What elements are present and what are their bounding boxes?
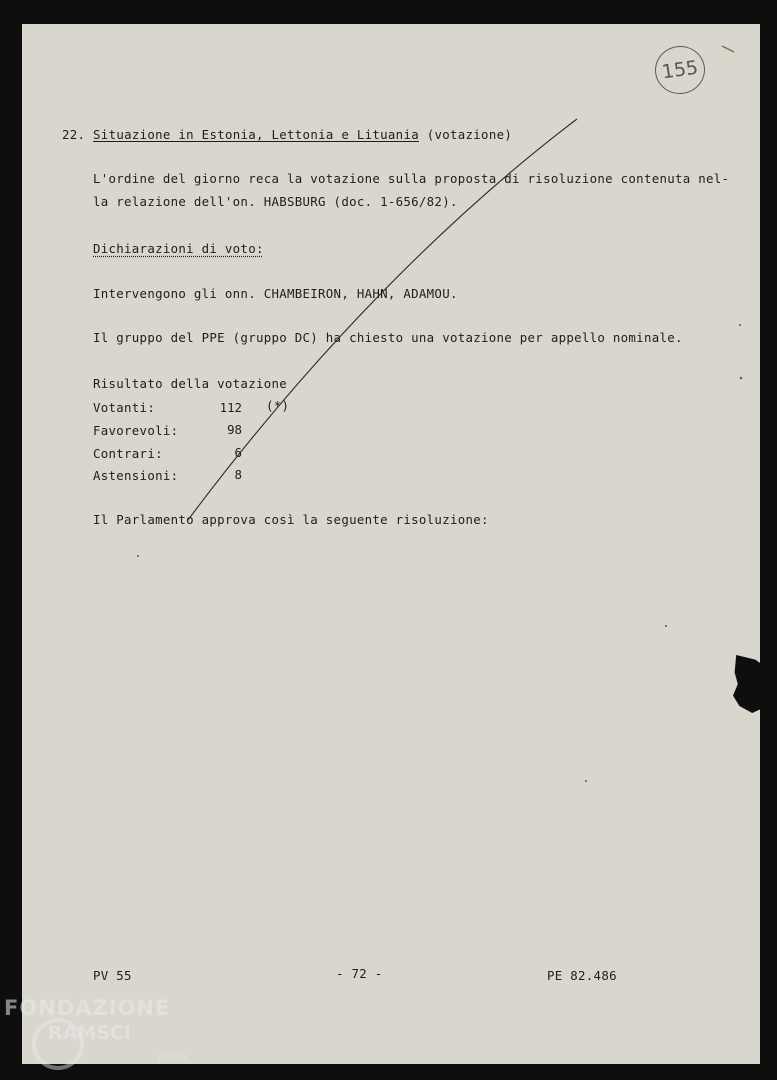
speakers-line: Intervengono gli onn. CHAMBEIRON, HAHN, ADAMOU. <box>93 286 458 301</box>
footer-center: - 72 - <box>336 966 383 981</box>
watermark-line-1: FONDAZIONE <box>4 996 171 1020</box>
result-note-voters: (*) <box>266 398 290 413</box>
results-heading: Risultato della votazione <box>93 376 287 391</box>
watermark-line-3: onlus <box>158 1050 188 1063</box>
approval-line: Il Parlamento approva così la seguente risoluzione: <box>93 512 489 527</box>
section-title: Situazione in Estonia, Lettonia e Lituania <box>93 127 419 142</box>
page-number-stamp: 155 <box>652 43 708 97</box>
intro-line-1: L'ordine del giorno reca la votazione sulla proposta di risoluzione contenuta nel- <box>93 171 730 186</box>
result-value-voters: 112 <box>219 400 242 415</box>
section-number: 22. <box>62 127 86 142</box>
result-value-abstain: 8 <box>234 467 242 482</box>
result-label-abstain: Astensioni: <box>93 468 179 483</box>
footer-left: PV 55 <box>93 968 132 983</box>
result-label-favor: Favorevoli: <box>93 423 179 438</box>
footer-right: PE 82.486 <box>547 968 617 983</box>
watermark-line-2: RAMSCI <box>48 1022 131 1044</box>
result-value-against: 6 <box>234 445 242 460</box>
result-value-favor: 98 <box>227 422 242 437</box>
section-suffix: (votazione) <box>426 127 513 142</box>
roll-call-line: Il gruppo del PPE (gruppo DC) ha chiesto una votazione per appello nominale. <box>93 330 683 345</box>
declarations-heading: Dichiarazioni di voto: <box>93 241 264 256</box>
result-label-against: Contrari: <box>93 446 163 461</box>
result-label-voters: Votanti: <box>93 400 156 415</box>
intro-line-2: la relazione dell'on. HABSBURG (doc. 1-656/82). <box>93 194 458 209</box>
